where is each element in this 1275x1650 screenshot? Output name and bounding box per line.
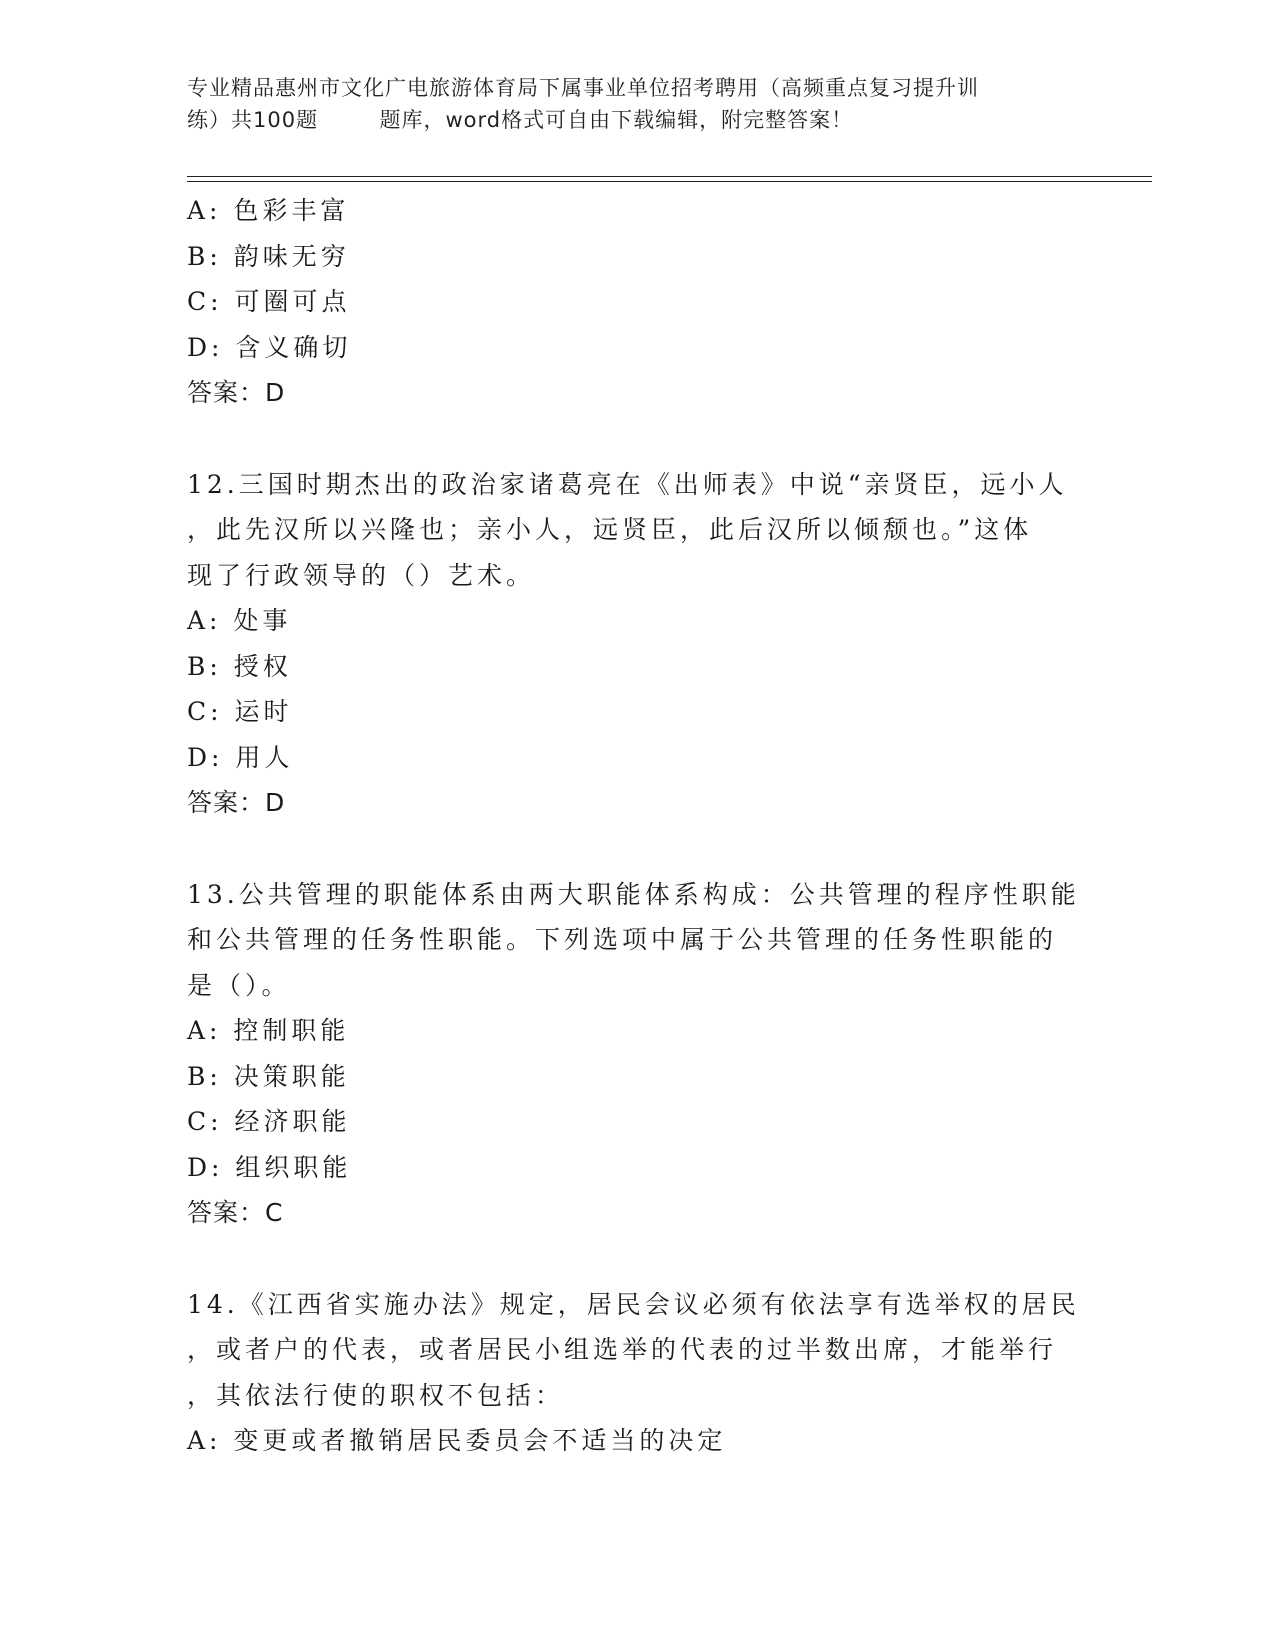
q14-text-line-1: 14.《江西省实施办法》规定，居民会议必须有依法享有选举权的居民 (187, 1289, 1080, 1319)
q12-text-line-3: 现了行政领导的（）艺术。 (187, 560, 536, 590)
q11-option-b: B: 韵味无穷 (187, 241, 350, 271)
header-rule-bottom (187, 181, 1152, 182)
q13-text-line-2: 和公共管理的任务性职能。下列选项中属于公共管理的任务性职能的 (187, 925, 1058, 954)
q11-answer: 答案：D (187, 378, 286, 407)
q13-option-b: B: 决策职能 (187, 1061, 350, 1091)
q12-option-b: B: 授权 (187, 651, 292, 681)
spacer (187, 416, 1087, 462)
q13-text-line-3: 是（）。 (187, 970, 291, 1000)
question-14-block (187, 1282, 1087, 1464)
q12-option-c: C: 运时 (187, 697, 293, 726)
q13-option-d: D: 组织职能 (187, 1152, 352, 1182)
q11-option-c: C: 可圈可点 (187, 287, 351, 316)
q13-answer: 答案：C (187, 1198, 284, 1227)
header-line-1: 专业精品惠州市文化广电旅游体育局下属事业单位招考聘用（高频重点复习提升训 (187, 76, 979, 100)
q12-option-a: A: 处事 (187, 606, 292, 635)
q12-answer: 答案：D (187, 788, 286, 817)
header-line-2: 练）共100题 题库，word格式可自由下载编辑，附完整答案！ (187, 108, 854, 132)
question-13-block (187, 872, 1087, 1236)
q11-option-d: D: 含义确切 (187, 332, 352, 362)
page-header (187, 72, 1087, 136)
spacer (187, 1236, 1087, 1282)
q12-text-line-2: ，此先汉所以兴隆也；亲小人，远贤臣，此后汉所以倾颓也。”这体 (187, 515, 1033, 544)
q12-text-line-1: 12.三国时期杰出的政治家诸葛亮在《出师表》中说“亲贤臣，远小人 (187, 469, 1068, 499)
q13-option-a: A: 控制职能 (187, 1016, 350, 1045)
q11-option-a: A: 色彩丰富 (187, 196, 350, 225)
q12-option-d: D: 用人 (187, 742, 294, 772)
q14-option-a: A: 变更或者撤销居民委员会不适当的决定 (187, 1426, 727, 1455)
question-12-block (187, 462, 1087, 826)
header-rule-top (187, 176, 1152, 177)
spacer (187, 826, 1087, 872)
q14-text-line-3: ，其依法行使的职权不包括： (187, 1380, 565, 1410)
q14-text-line-2: ，或者户的代表，或者居民小组选举的代表的过半数出席，才能举行 (187, 1335, 1058, 1364)
question-list (187, 188, 1087, 1464)
question-11-block (187, 188, 1087, 416)
q13-text-line-1: 13.公共管理的职能体系由两大职能体系构成：公共管理的程序性职能 (187, 879, 1080, 909)
q13-option-c: C: 经济职能 (187, 1107, 351, 1136)
